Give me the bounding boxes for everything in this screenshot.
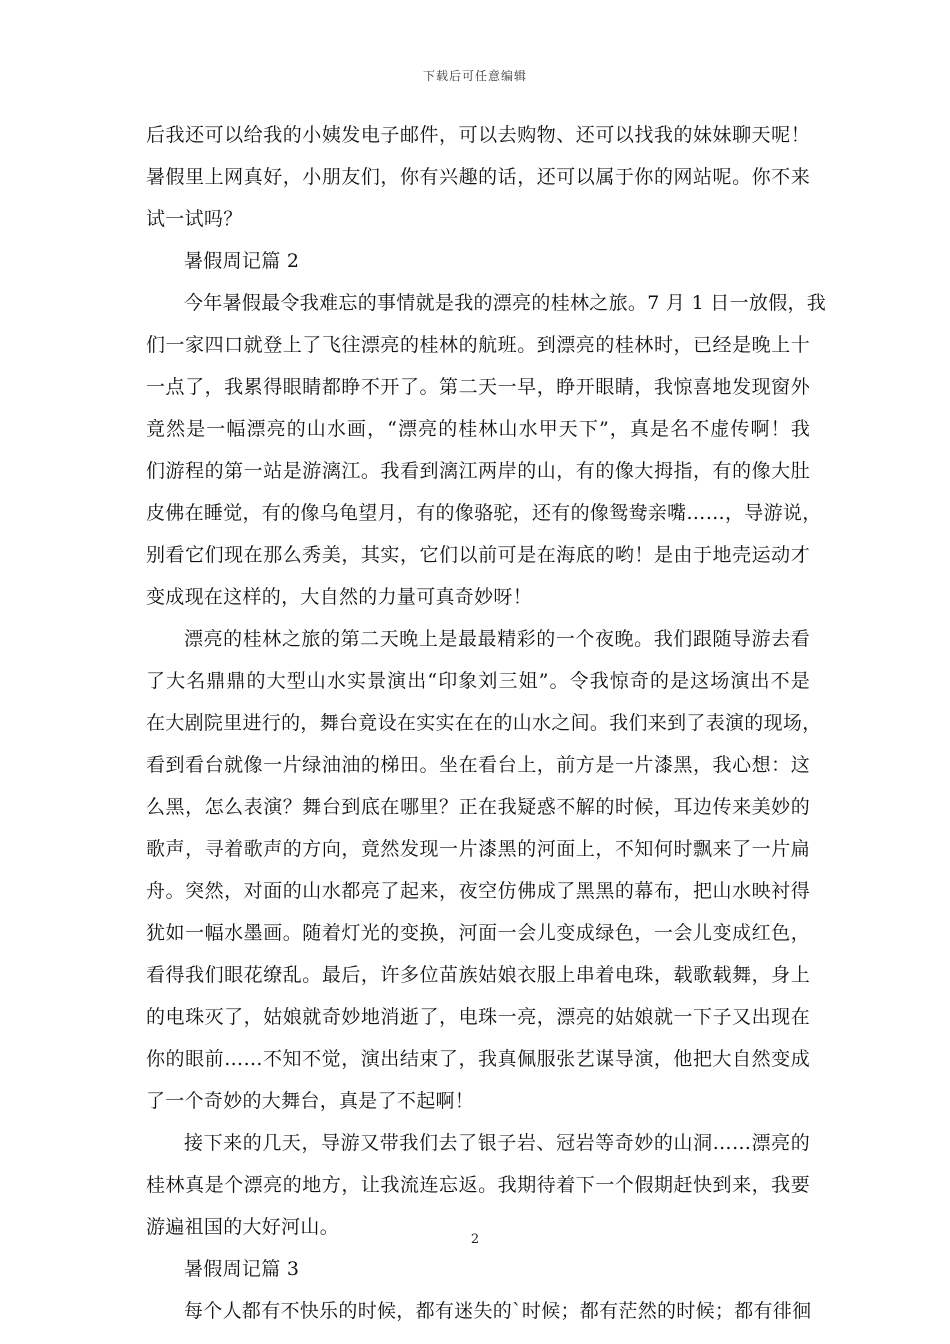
paragraph-first-line: 漂亮的桂林之旅的第二天晚上是最最精彩的一个夜晚。我们跟随导游去看 xyxy=(184,628,810,650)
paragraph-first-line: 每个人都有不快乐的时候，都有迷失的`时候；都有茫然的时候；都有徘徊 xyxy=(184,1300,812,1322)
page-header: 下载后可任意编辑 xyxy=(422,69,527,83)
text-line: 你的眼前……不知不觉，演出结束了，我真佩服张艺谋导演，他把大自然变成 xyxy=(146,1048,810,1070)
text-line: 竟然是一幅漂亮的山水画，“漂亮的桂林山水甲天下”，真是名不虚传啊！我 xyxy=(146,418,810,440)
text-line: 变成现在这样的，大自然的力量可真奇妙呀！ xyxy=(146,586,533,608)
text-line: 们游程的第一站是游漓江。我看到漓江两岸的山，有的像大拇指，有的像大肚 xyxy=(146,460,810,482)
text-line: 试一试吗？ xyxy=(146,208,243,230)
text-line: 看到看台就像一片绿油油的梯田。坐在看台上，前方是一片漆黑，我心想：这 xyxy=(146,754,810,776)
text-line: 别看它们现在那么秀美，其实，它们以前可是在海底的哟！是由于地壳运动才 xyxy=(146,544,810,566)
text-line: 游遍祖国的大好河山。 xyxy=(146,1216,340,1238)
text-line: 么黑，怎么表演？舞台到底在哪里？正在我疑惑不解的时候，耳边传来美妙的 xyxy=(146,796,810,818)
document-body xyxy=(146,114,827,1332)
text-line: 舟。突然，对面的山水都亮了起来，夜空仿佛成了黑黑的幕布，把山水映衬得 xyxy=(146,880,810,902)
text-line: 后我还可以给我的小姨发电子邮件，可以去购物、还可以找我的妹妹聊天呢！ xyxy=(146,124,810,146)
text-line: 皮佛在睡觉，有的像乌龟望月，有的像骆驼，还有的像鸳鸯亲嘴……，导游说， xyxy=(146,502,822,524)
text-line: 了一个奇妙的大舞台，真是了不起啊！ xyxy=(146,1090,475,1112)
paragraph-first-line: 接下来的几天，导游又带我们去了银子岩、冠岩等奇妙的山洞……漂亮的 xyxy=(184,1132,810,1154)
text-line: 看得我们眼花缭乱。最后，许多位苗族姑娘衣服上串着电珠，载歌载舞，身上 xyxy=(146,964,810,986)
text-line: 暑假里上网真好，小朋友们，你有兴趣的话，还可以属于你的网站呢。你不来 xyxy=(146,166,810,188)
section-heading: 暑假周记篇 3 xyxy=(184,1258,300,1280)
text-line: 犹如一幅水墨画。随着灯光的变换，河面一会儿变成绿色，一会儿变成红色， xyxy=(146,922,810,944)
text-line: 在大剧院里进行的，舞台竟设在实实在在的山水之间。我们来到了表演的现场， xyxy=(146,712,822,734)
text-line: 歌声，寻着歌声的方向，竟然发现一片漆黑的河面上，不知何时飘来了一片扁 xyxy=(146,838,810,860)
text-line: 们一家四口就登上了飞往漂亮的桂林的航班。到漂亮的桂林时，已经是晚上十 xyxy=(146,334,810,356)
paragraph-first-line: 今年暑假最令我难忘的事情就是我的漂亮的桂林之旅。7 月 1 日一放假，我 xyxy=(184,292,827,314)
text-line: 桂林真是个漂亮的地方，让我流连忘返。我期待着下一个假期赶快到来，我要 xyxy=(146,1174,810,1196)
text-line: 的电珠灭了，姑娘就奇妙地消逝了，电珠一亮，漂亮的姑娘就一下子又出现在 xyxy=(146,1006,810,1028)
text-line: 一点了，我累得眼睛都睁不开了。第二天一早，睁开眼睛，我惊喜地发现窗外 xyxy=(146,376,810,398)
text-line: 了大名鼎鼎的大型山水实景演出“印象刘三姐”。令我惊奇的是这场演出不是 xyxy=(146,670,810,692)
page-number: 2 xyxy=(470,1232,480,1247)
section-heading: 暑假周记篇 2 xyxy=(184,250,300,272)
